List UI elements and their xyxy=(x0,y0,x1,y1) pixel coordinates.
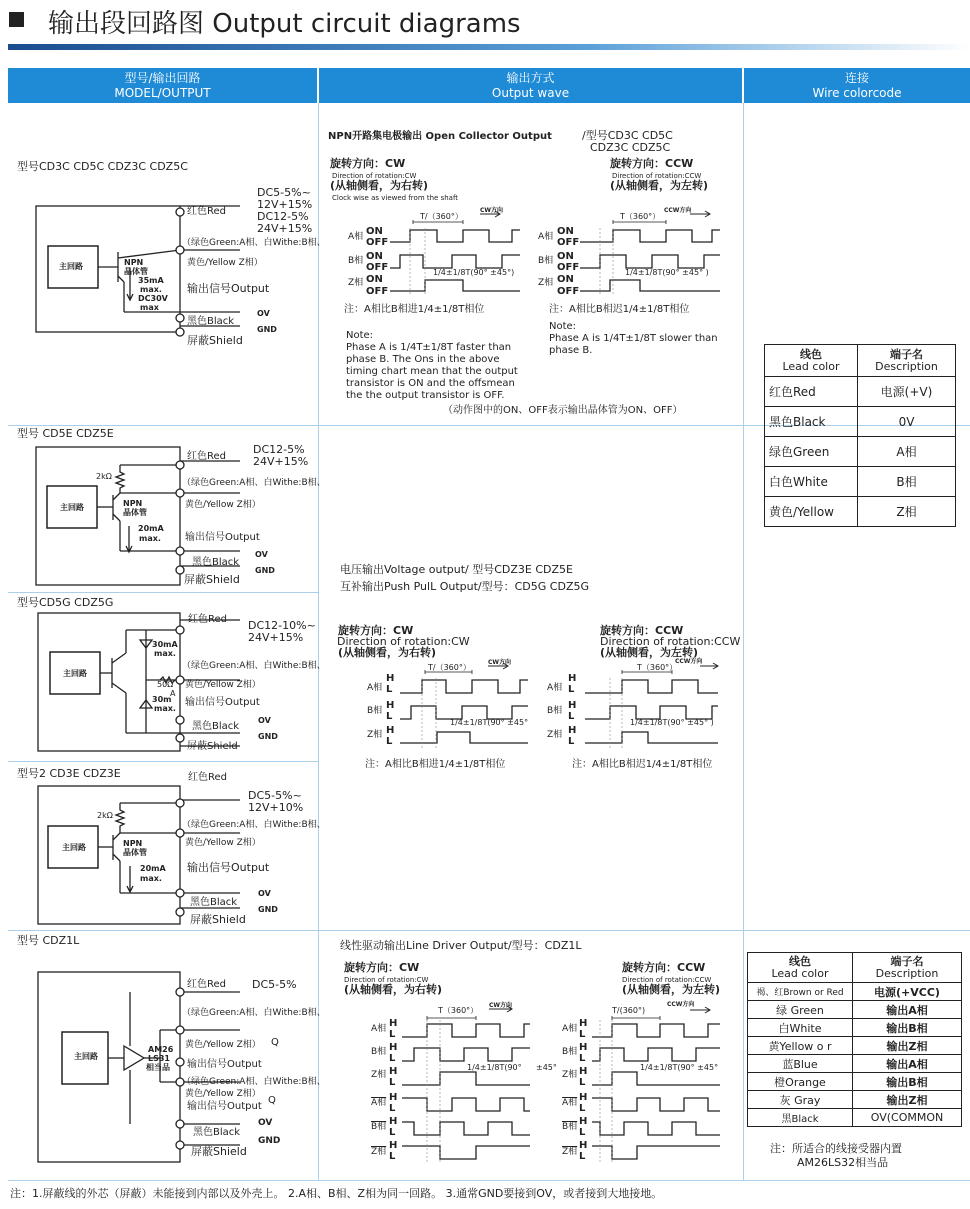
low-label: L xyxy=(568,736,575,747)
phase-a-label: A相 xyxy=(371,1024,387,1034)
wire-black-label: 黑色Black xyxy=(193,1127,241,1138)
ccw-direction-label: CCW方向 xyxy=(667,1001,695,1008)
period-label: T/(360°) xyxy=(612,1006,646,1015)
note-en-line: timing chart mean that the output xyxy=(346,366,518,377)
phase-b-label: B相 xyxy=(562,1047,578,1057)
shield-label: 屏蔽Shield xyxy=(190,913,246,926)
voltage-range: 24V+15% xyxy=(257,222,313,235)
phase-b-label: B相 xyxy=(547,706,563,716)
note-en-line: transistor is ON and the offsmean xyxy=(346,378,515,389)
period-label: T（360°） xyxy=(620,212,661,221)
low-label: L xyxy=(389,1077,396,1088)
phase-z-inverted-label: Z相 xyxy=(562,1147,578,1157)
table-cell: 绿色Green xyxy=(765,437,858,467)
table-row xyxy=(748,1055,962,1073)
period-label: T/（360°） xyxy=(428,663,471,672)
wire-red-label: 红色Red xyxy=(187,206,226,217)
off-label: OFF xyxy=(557,237,580,248)
section3-model: 型号CD5G CDZ5G xyxy=(17,596,114,609)
header-model-cn: 型号/输出回路 xyxy=(124,71,201,85)
low-label: L xyxy=(389,1127,396,1138)
gnd-label: GND xyxy=(255,566,275,575)
phase-b-inverted-label: B相 xyxy=(562,1122,578,1132)
wire-yellow-label: 黄色/Yellow Z相） xyxy=(185,500,261,510)
cw-note-en: Clock wise as viewed from the shaft xyxy=(332,194,459,202)
high-label: H xyxy=(579,1140,588,1151)
on-label: ON xyxy=(366,226,383,237)
driver-equiv-label: 相当品 xyxy=(146,1063,170,1072)
low-label: L xyxy=(568,684,575,695)
voltage-range: DC12-5% xyxy=(257,210,309,223)
current-label: 20mA xyxy=(138,524,164,533)
table-row xyxy=(748,1091,962,1109)
off-label: OFF xyxy=(557,286,580,297)
voltage-range: DC5-5%~ xyxy=(257,186,311,199)
wire-green-label: （绿色Green:A相、白Withe:B相、 xyxy=(182,820,326,830)
shield-label: 屏蔽Shield xyxy=(187,741,238,752)
note-en-line: Note: xyxy=(346,330,374,341)
max-label: max. xyxy=(140,285,162,294)
high-label: H xyxy=(579,1092,588,1103)
table-cell: 红色Red xyxy=(765,377,858,407)
ov-label: OV xyxy=(258,889,271,898)
output-label: 输出信号Output xyxy=(187,282,270,295)
table-cell: 灰 Gray xyxy=(748,1091,853,1109)
wire-yellow-label: 黄色/Yellow Z相） xyxy=(185,838,261,848)
voltage-range: 24V+15% xyxy=(248,631,304,644)
header-cn: 端子名 xyxy=(890,347,923,361)
cw-note: (从轴侧看，为右转) xyxy=(330,179,429,192)
high-label: H xyxy=(579,1018,588,1029)
phase-diff-label: 1/4±1/8T(90° ±45° xyxy=(640,1063,719,1072)
wire-black-label: 黑色Black xyxy=(190,897,238,908)
resistor-label: 50Ω xyxy=(157,680,174,689)
phase-a-label: A相 xyxy=(562,1024,578,1034)
high-label: H xyxy=(579,1066,588,1077)
ccw-title: 旋转方向：CCW xyxy=(600,624,684,637)
table-cell: 褐、红Brown or Red xyxy=(748,983,853,1001)
table-cell: 输出A相 xyxy=(853,1001,962,1019)
wave-title: NPN开路集电极输出 Open Collector Output xyxy=(328,131,552,142)
voltage-range: DC5-5% xyxy=(252,978,297,991)
high-label: H xyxy=(389,1042,398,1053)
main-circuit-label: 主回路 xyxy=(59,262,83,271)
pushpull-output-title: 互补输出Push PulL Output/型号：CD5G CDZ5G xyxy=(340,580,589,593)
wire-yellow-label: 黄色/Yellow Z相） xyxy=(185,680,261,690)
on-label: ON xyxy=(557,251,574,262)
header-model-en: MODEL/OUTPUT xyxy=(114,86,211,100)
table-row xyxy=(748,1109,962,1127)
wire-green-label: （绿色Green:A相、白Withe:B相、 xyxy=(182,1077,326,1087)
wire-green-label: （绿色Green:A相、白Withe:B相、 xyxy=(182,238,326,248)
phase-a-label: A相 xyxy=(367,683,383,693)
wave-models: CDZ3C CDZ5C xyxy=(590,141,671,154)
npn-label: NPN xyxy=(123,839,143,848)
header-en: Lead color xyxy=(771,966,829,980)
footer-note: 注：1.屏蔽线的外芯（屏蔽）未能接到内部以及外壳上。 2.A相、B相、Z相为同一回路。 3.通常GND要接到OV，或者接到大地接地。 xyxy=(10,1187,663,1200)
phase-diff-label: 1/4±1/8T(90° ±45°) xyxy=(433,268,515,277)
wire-black-label: 黑色Black xyxy=(192,721,240,732)
high-label: H xyxy=(568,673,577,684)
low-label: L xyxy=(386,711,393,722)
high-label: H xyxy=(568,725,577,736)
cw-direction-label: CW方向 xyxy=(488,659,512,666)
phase-a-label: A相 xyxy=(538,232,554,242)
phase-a-label: A相 xyxy=(547,683,563,693)
table-header-lead xyxy=(748,953,853,983)
wire-color-table-2 xyxy=(747,952,962,1127)
phase-b-label: B相 xyxy=(538,256,554,266)
cw-title: 旋转方向：CW xyxy=(344,961,420,974)
transistor-label: 晶体管 xyxy=(123,508,147,517)
high-label: H xyxy=(389,1140,398,1151)
table-cell: 蓝Blue xyxy=(748,1055,853,1073)
off-label: OFF xyxy=(366,286,389,297)
npn-label: NPN xyxy=(123,499,143,508)
ccw-note: (从轴侧看，为左转) xyxy=(610,179,709,192)
low-label: L xyxy=(579,1029,586,1040)
wire-black-label: 黑色Black xyxy=(187,316,235,327)
ov-label: OV xyxy=(257,309,270,318)
ccw-subtitle: Direction of rotation:CCW xyxy=(612,172,702,180)
phase-b-label: B相 xyxy=(367,706,383,716)
cw-note: (从轴侧看，为右转) xyxy=(338,646,437,659)
output-label: 输出信号Output xyxy=(185,697,260,708)
phase-z-inverted-label: Z相 xyxy=(371,1147,387,1157)
low-label: L xyxy=(579,1127,586,1138)
resistor-label: 2kΩ xyxy=(97,811,113,820)
receiver-note: AM26LS32相当品 xyxy=(797,1156,889,1169)
cw-subtitle: Direction of rotation:CW xyxy=(344,976,429,984)
wire-red-label: 红色Red xyxy=(188,772,227,783)
low-label: L xyxy=(579,1077,586,1088)
table-cell: B相 xyxy=(858,467,956,497)
cw-title: 旋转方向：CW xyxy=(330,157,406,170)
page-title: 输出段回路图 Output circuit diagrams xyxy=(48,9,521,39)
high-label: H xyxy=(389,1066,398,1077)
table-cell: Z相 xyxy=(858,497,956,527)
ov-label: OV xyxy=(258,716,271,725)
table-cell: 输出Z相 xyxy=(853,1091,962,1109)
note-en2-line: Note: xyxy=(549,321,577,332)
gnd-label: GND xyxy=(258,732,278,741)
phase-z-label: Z相 xyxy=(562,1070,578,1080)
phase-diff-tolerance: ±45° xyxy=(536,1063,557,1072)
line-driver-title: 线性驱动输出Line Driver Output/型号：CDZ1L xyxy=(340,939,582,952)
ccw-note: (从轴侧看，为左转) xyxy=(600,646,699,659)
note-en2-line: phase B. xyxy=(549,345,593,356)
section5-model: 型号 CDZ1L xyxy=(17,934,80,947)
table-cell: 电源(+VCC) xyxy=(853,983,962,1001)
max-label: max. xyxy=(154,704,176,713)
voltage-range: DC12-10%~ xyxy=(248,619,316,632)
table-cell: 0V xyxy=(858,407,956,437)
phase-b-inverted-label: B相 xyxy=(371,1122,387,1132)
table-cell: A相 xyxy=(858,437,956,467)
table-cell: 白色White xyxy=(765,467,858,497)
note-en2-line: Phase A is 1/4T±1/8T slower than xyxy=(549,333,718,344)
phase-diff-label: 1/4±1/8T(90° ±45° xyxy=(450,718,529,727)
table-cell: 黑Black xyxy=(748,1109,853,1127)
on-label: ON xyxy=(557,226,574,237)
table-row xyxy=(748,1001,962,1019)
cw-direction-label: CW方向 xyxy=(489,1002,513,1009)
header-wire-en: Wire colorcode xyxy=(812,86,902,100)
low-label: L xyxy=(386,684,393,695)
high-label: H xyxy=(568,700,577,711)
ampere-label: A xyxy=(170,689,176,698)
off-label: OFF xyxy=(557,262,580,273)
wire-green-label: （绿色Green:A相、白Withe:B相、 xyxy=(182,661,326,671)
voltage-range: DC12-5% xyxy=(253,443,305,456)
header-cn: 线色 xyxy=(800,347,822,361)
phase-z-label: Z相 xyxy=(348,278,364,288)
current-label: 35mA xyxy=(138,276,164,285)
high-label: H xyxy=(386,700,395,711)
table-cell: OV(COMMON xyxy=(853,1109,962,1127)
gnd-label: GND xyxy=(258,905,278,914)
low-label: L xyxy=(389,1029,396,1040)
ccw-direction-label: CCW方向 xyxy=(675,658,703,665)
row-divider xyxy=(8,1180,970,1181)
table-cell: 黄Yellow o r xyxy=(748,1037,853,1055)
driver-chip-label: LS31 xyxy=(148,1054,170,1063)
table-cell: 输出B相 xyxy=(853,1073,962,1091)
ccw-title: 旋转方向：CCW xyxy=(622,961,706,974)
high-label: H xyxy=(389,1018,398,1029)
phase-a-label: A相 xyxy=(348,232,364,242)
table-row xyxy=(748,1019,962,1037)
low-label: L xyxy=(579,1103,586,1114)
on-label: ON xyxy=(366,274,383,285)
ccw-note: (从轴侧看，为左转) xyxy=(622,983,721,996)
off-label: OFF xyxy=(366,262,389,273)
cw-subtitle: Direction of rotation:CW xyxy=(332,172,417,180)
wave-models: /型号CD3C CD5C xyxy=(582,129,673,142)
table-row xyxy=(748,1073,962,1091)
cw-direction-label: CW方向 xyxy=(480,207,504,214)
phase-diff-label: 1/4±1/8T(90° ±45° ) xyxy=(630,718,714,727)
wire-red-label: 红色Red xyxy=(187,451,226,462)
ccw-direction-label: CCW方向 xyxy=(664,207,692,214)
voltage-max-label: DC30V xyxy=(138,294,168,303)
high-label: H xyxy=(579,1116,588,1127)
phase-note-cw: 注：A相比B相进1/4±1/8T相位 xyxy=(365,759,506,770)
wire-red-label: 红色Red xyxy=(188,614,227,625)
voltage-range: 12V+15% xyxy=(257,198,313,211)
on-label: ON xyxy=(366,251,383,262)
max-label: max. xyxy=(139,534,161,543)
shield-label: 屏蔽Shield xyxy=(184,573,240,586)
wire-green-label: （绿色Green:A相、白Withe:B相、 xyxy=(182,478,326,488)
output-label: 输出信号Output xyxy=(187,1059,262,1070)
cw-note: (从轴侧看，为右转) xyxy=(344,983,443,996)
voltage-range: 12V+10% xyxy=(248,801,304,814)
table-header-desc xyxy=(853,953,962,983)
table-cell: 电源(+V) xyxy=(858,377,956,407)
header-wave-cn: 输出方式 xyxy=(506,71,555,85)
header-cn: 端子名 xyxy=(890,954,924,968)
high-label: H xyxy=(389,1116,398,1127)
phase-note-ccw: 注：A相比B相迟1/4±1/8T相位 xyxy=(572,759,713,770)
table-row xyxy=(748,1037,962,1055)
phase-note-ccw: 注：A相比B相迟1/4±1/8T相位 xyxy=(549,304,690,315)
cw-subtitle: Direction of rotation:CW xyxy=(337,635,470,648)
output-label: 输出信号Output xyxy=(185,532,260,543)
phase-diff-label: 1/4±1/8T(90° xyxy=(467,1063,522,1072)
table-cell: 黑色Black xyxy=(765,407,858,437)
table-cell: 白White xyxy=(748,1019,853,1037)
gnd-label: GND xyxy=(258,1136,281,1146)
low-label: L xyxy=(389,1053,396,1064)
header-wave-en: Output wave xyxy=(491,86,570,100)
main-circuit-label: 主回路 xyxy=(60,503,84,512)
table-row xyxy=(748,983,962,1001)
current-label: 30mA xyxy=(152,640,178,649)
phase-b-label: B相 xyxy=(348,256,364,266)
wire-black-label: 黑色Black xyxy=(192,557,240,568)
header-en: Description xyxy=(875,966,939,980)
note-en-line: Phase A is 1/4T±1/8T faster than xyxy=(346,342,512,353)
high-label: H xyxy=(579,1042,588,1053)
note-en-line: phase B. The Ons in the above xyxy=(346,354,500,365)
period-label: T/（360°） xyxy=(420,212,463,221)
off-label: OFF xyxy=(366,237,389,248)
table-cell: 输出A相 xyxy=(853,1055,962,1073)
wire-red-label: 红色Red xyxy=(187,979,226,990)
shield-label: 屏蔽Shield xyxy=(191,1145,247,1158)
shield-label: 屏蔽Shield xyxy=(187,334,243,347)
period-label: T（360°） xyxy=(438,1006,479,1015)
wire-green-label: （绿色Green:A相、白Withe:B相、 xyxy=(182,1008,326,1018)
on-off-note: （动作图中的ON、OFF表示输出晶体管为ON、OFF） xyxy=(443,405,683,416)
wire-yellow-label: 黄色/Yellow Z相） xyxy=(185,1089,261,1099)
phase-z-label: Z相 xyxy=(538,278,554,288)
max-label: max. xyxy=(140,874,162,883)
low-label: L xyxy=(386,736,393,747)
driver-chip-label: AM26 xyxy=(148,1045,174,1054)
phase-z-label: Z相 xyxy=(547,730,563,740)
low-label: L xyxy=(389,1151,396,1162)
current-label: 20mA xyxy=(140,864,166,873)
low-label: L xyxy=(579,1151,586,1162)
on-label: ON xyxy=(557,274,574,285)
table-cell: 绿 Green xyxy=(748,1001,853,1019)
main-circuit-label: 主回路 xyxy=(62,843,86,852)
section2-model: 型号 CD5E CDZ5E xyxy=(17,427,114,440)
current-label: 30m xyxy=(152,695,172,704)
ccw-subtitle: Direction of rotation:CCW xyxy=(622,976,712,984)
ccw-subtitle: Direction of rotation:CCW xyxy=(600,635,741,648)
output-label: 输出信号Output xyxy=(187,861,270,874)
section1-model: 型号CD3C CD5C CDZ3C CDZ5C xyxy=(17,160,188,173)
phase-note-cw: 注：A相比B相进1/4±1/8T相位 xyxy=(344,304,485,315)
ov-label: OV xyxy=(255,550,268,559)
receiver-note: 注：所适合的线接受器内置 xyxy=(770,1142,902,1155)
phase-z-label: Z相 xyxy=(371,1070,387,1080)
voltage-range: 24V+15% xyxy=(253,455,309,468)
q-bar-label: Q xyxy=(268,1095,276,1106)
max-label: max. xyxy=(154,649,176,658)
phase-a-inverted-label: A相 xyxy=(562,1098,578,1108)
section4-model: 型号2 CD3E CDZ3E xyxy=(17,767,121,780)
low-label: L xyxy=(389,1103,396,1114)
resistor-label: 2kΩ xyxy=(96,472,112,481)
note-en-line: the the output transistor is OFF. xyxy=(346,390,505,401)
high-label: H xyxy=(386,673,395,684)
header-en: Description xyxy=(875,359,938,373)
phase-z-label: Z相 xyxy=(367,730,383,740)
phase-a-inverted-label: A相 xyxy=(371,1098,387,1108)
header-cn: 线色 xyxy=(789,954,811,968)
phase-b-label: B相 xyxy=(371,1047,387,1057)
wire-yellow-label: 黄色/Yellow Z相） xyxy=(187,258,263,268)
main-circuit-label: 主回路 xyxy=(63,669,87,678)
max-label: max xyxy=(140,303,159,312)
table-cell: 橙Orange xyxy=(748,1073,853,1091)
cw-title: 旋转方向：CW xyxy=(338,624,414,637)
gnd-label: GND xyxy=(257,325,277,334)
high-label: H xyxy=(386,725,395,736)
phase-diff-label: 1/4±1/8T(90° ±45° ) xyxy=(625,268,709,277)
ov-label: OV xyxy=(258,1118,273,1128)
voltage-output-title: 电压输出Voltage output/ 型号CDZ3E CDZ5E xyxy=(340,563,574,576)
voltage-range: DC5-5%~ xyxy=(248,789,302,802)
table-cell: 输出B相 xyxy=(853,1019,962,1037)
high-label: H xyxy=(389,1092,398,1103)
output-label: 输出信号Output xyxy=(187,1101,262,1112)
ccw-title: 旋转方向：CCW xyxy=(610,157,694,170)
npn-label: NPN xyxy=(124,258,144,267)
low-label: L xyxy=(579,1053,586,1064)
q-label: Q xyxy=(271,1037,279,1048)
transistor-label: 晶体管 xyxy=(124,267,148,276)
low-label: L xyxy=(568,711,575,722)
period-label: T（360°） xyxy=(637,663,678,672)
main-circuit-label: 主回路 xyxy=(74,1052,98,1061)
header-en: Lead color xyxy=(782,359,840,373)
table-cell: 黄色/Yellow xyxy=(765,497,858,527)
table-cell: 输出Z相 xyxy=(853,1037,962,1055)
transistor-label: 晶体管 xyxy=(123,848,147,857)
header-wire-cn: 连接 xyxy=(844,71,869,85)
wire-yellow-label: 黄色/Yellow Z相） xyxy=(185,1040,261,1050)
